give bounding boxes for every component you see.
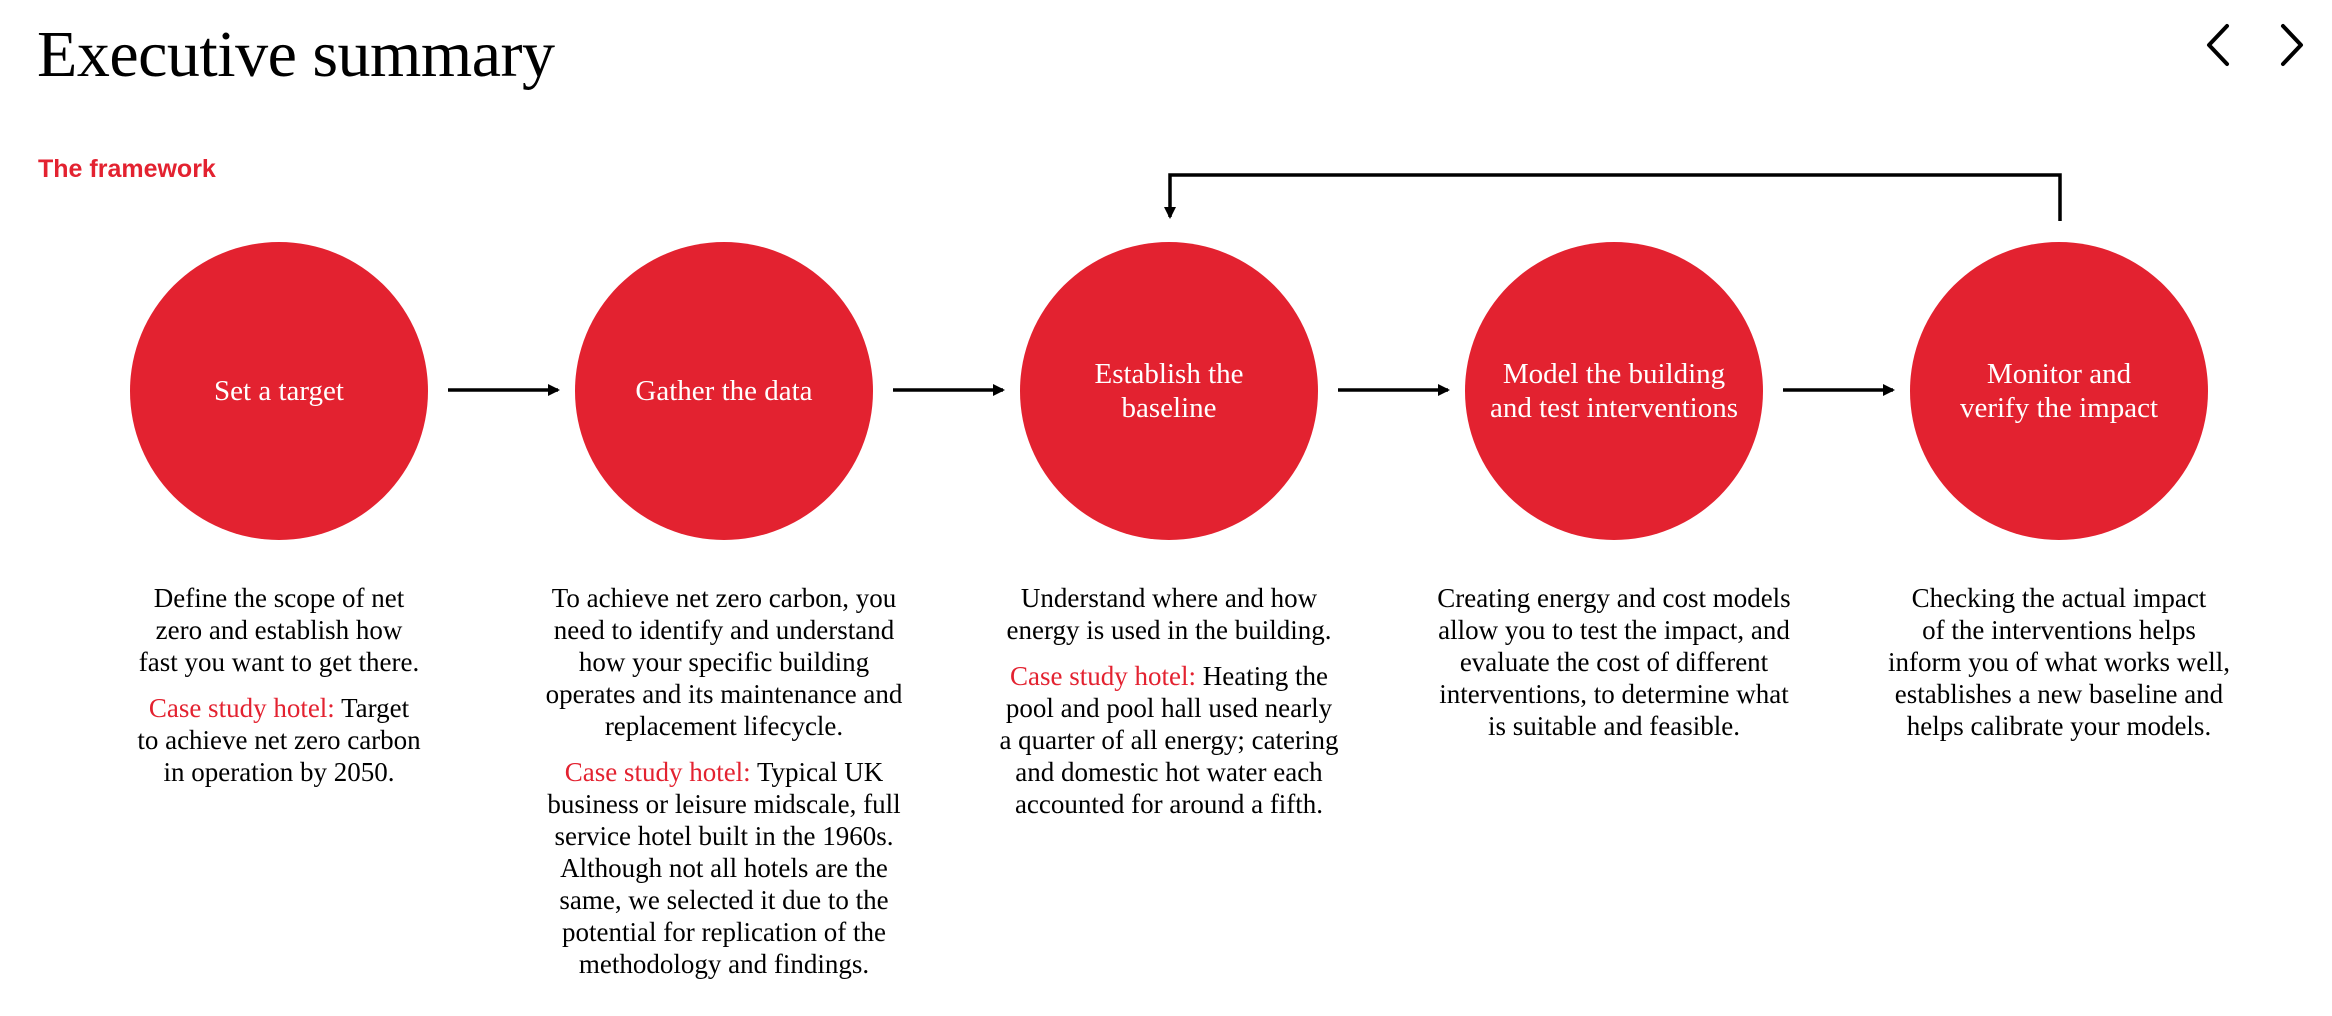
case-study-text: Heating the pool and pool hall used nearly a quarter of all energy; catering and domestic hot water each accounted for around a fifth. (999, 661, 1339, 819)
case-study-label: Case study hotel: (564, 757, 751, 787)
step-set-target (130, 242, 428, 540)
chevron-left-icon (2195, 18, 2245, 72)
case-study-label: Case study hotel: (1010, 661, 1196, 691)
feedback-loop-arrow (1170, 175, 2060, 221)
case-study-text: Target to achieve net zero carbon in operation by 2050. (137, 693, 421, 787)
step-description: Creating energy and cost models allow you to test the impact, and evaluate the cost of different interventions, to determine what is suitable and feasible. (1437, 583, 1791, 741)
step-title: Set a target (214, 375, 344, 407)
case-study-text: Typical UK business or leisure midscale, full service hotel built in the 1960s. Although not all hotels are the same, we selected it due to the potential for replication of the methodology and findings. (547, 757, 901, 979)
case-study-note (969, 660, 1369, 820)
step-description-model-building (1414, 582, 1814, 756)
step-title: Establish the baseline (1094, 358, 1244, 424)
step-description: Checking the actual impact of the interventions helps inform you of what works well, establishes a new baseline and helps calibrate your models. (1888, 583, 2230, 741)
step-description: Understand where and how energy is used in the building. (1006, 583, 1332, 645)
step-description: To achieve net zero carbon, you need to identify and understand how your specific building operates and its maintenance and replacement lifecycle. (545, 583, 903, 741)
step-gather-data (575, 242, 873, 540)
step-description: Define the scope of net zero and establish how fast you want to get there. (138, 583, 420, 677)
step-monitor-verify (1910, 242, 2208, 540)
step-description-gather-data (524, 582, 924, 994)
case-study-label: Case study hotel: (148, 693, 335, 723)
case-study-note (79, 692, 479, 788)
step-description-set-target (79, 582, 479, 802)
step-title: Model the building and test interventions (1489, 358, 1739, 424)
step-title: Monitor and verify the impact (1959, 358, 2159, 424)
page-title: Executive summary (37, 18, 555, 91)
step-model-building (1465, 242, 1763, 540)
chevron-right-icon (2265, 18, 2315, 72)
step-description-establish-baseline (969, 582, 1369, 834)
step-establish-baseline (1020, 242, 1318, 540)
previous-page-button[interactable] (2195, 18, 2245, 72)
step-title: Gather the data (635, 375, 813, 407)
step-description-monitor-verify (1859, 582, 2259, 756)
next-page-button[interactable] (2265, 18, 2315, 72)
framework-label: The framework (38, 155, 216, 183)
case-study-note (524, 756, 924, 980)
